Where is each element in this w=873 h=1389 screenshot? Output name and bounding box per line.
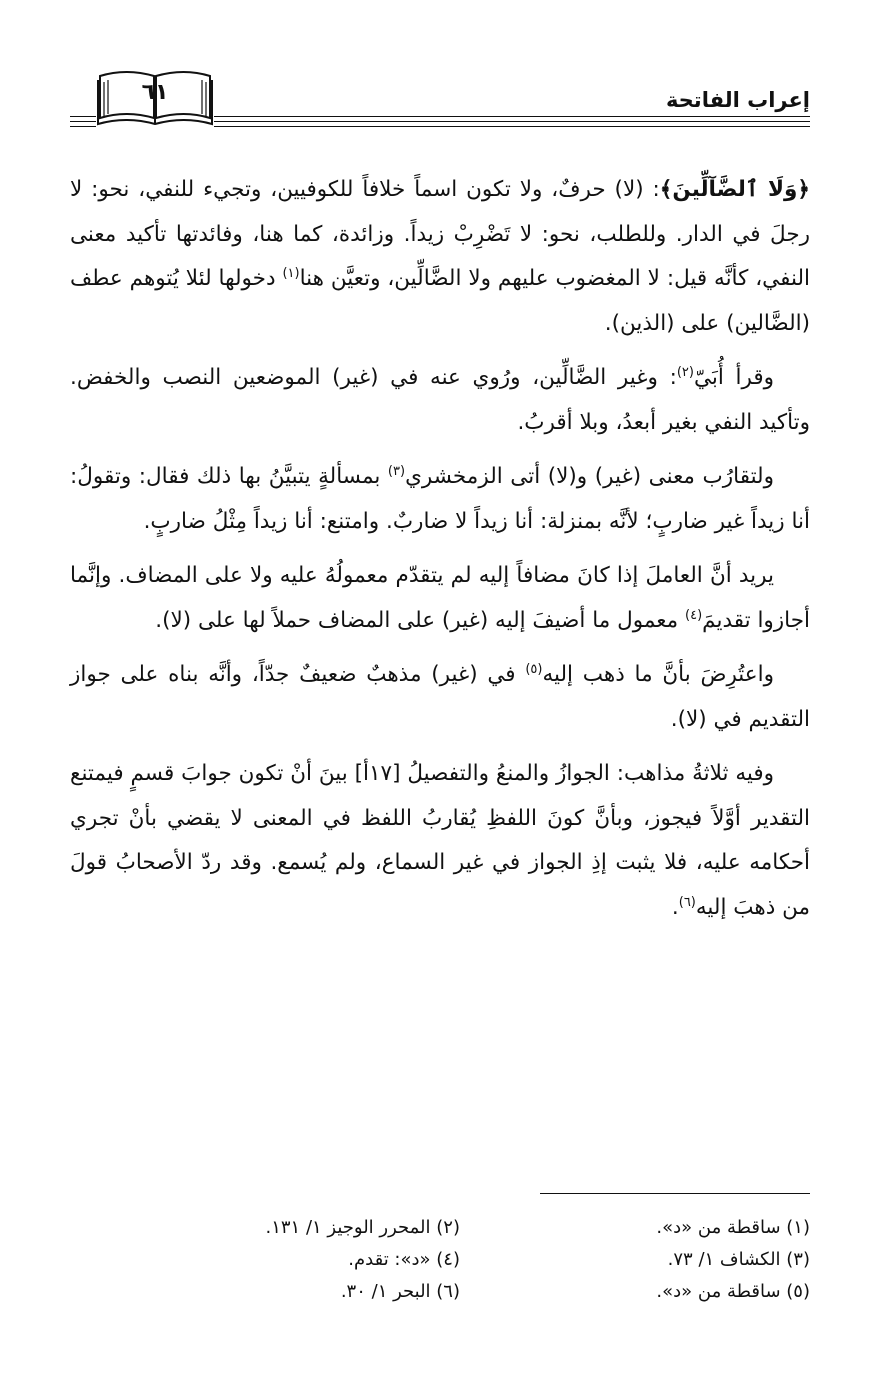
paragraph-text: بمسألةٍ يتبيَّنُ بها ذلك فقال: وتقولُ: أنا زيداً غير ضاربٍ؛ لأنَّه بمنزلة: أنا زيداً لا ضاربٌ. وامتنع: أنا زيداً مِثْلُ ضاربٍ. [70, 464, 810, 534]
paragraph-text: : (لا) حرفٌ، ولا تكون اسماً خلافاً للكوفيين، وتجيء للنفي، نحو: لا رجلَ في الدار. وللطلب، نحو: لا تَضْرِبْ زيداً. وزائدة، كما هنا، وفائدتها تأكيد معنى النفي، كأنَّه قيل: لا المغضوب عليهم ولا الضَّالِّين، وتعيَّن هنا [70, 177, 810, 291]
footnote-ref: (١) [282, 265, 300, 281]
paragraph-text: وفيه ثلاثةُ مذاهب: الجوازُ والمنعُ والتفصيلُ [١٧أ] بينَ أنْ تكون جوابَ قسمٍ فيمتنع التقدير أوَّلاً فيجوز، وبأنَّ كونَ اللفظِ يُقاربُ اللفظ في المعنى لا يقضي بأنْ تجري أحكامه عليه، فلا يثبت إذِ الجواز في غير السماع، ولم يُسمع. وقد ردّ الأصحابُ قولَ من ذهبَ إليه [70, 761, 810, 920]
footnote: (١) ساقطة من «د». [656, 1217, 810, 1238]
paragraph [70, 356, 810, 445]
footnote-ref: (٦) [678, 894, 696, 910]
running-title: إعراب الفاتحة [665, 88, 810, 112]
paragraph [70, 554, 810, 643]
footnote: (٣) الكشاف ١/ ٧٣. [667, 1249, 810, 1270]
paragraph [70, 168, 810, 346]
footnote-ref: (٢) [676, 364, 694, 380]
quran-verse: ﴿وَلَا ٱلضَّآلِّينَ﴾ [659, 177, 810, 202]
paragraph [70, 455, 810, 544]
main-text [70, 168, 810, 940]
page-header [70, 68, 810, 130]
paragraph-text: : وغير الضَّالِّين، ورُوي عنه في (غير) الموضعين النصب والخفض. وتأكيد النفي بغير أبعدُ، وبلا أقربُ. [70, 365, 810, 435]
footnote-column [500, 1212, 810, 1308]
footnote-ref: (٤) [685, 607, 703, 623]
footnote-separator [540, 1193, 810, 1194]
footnote: (٤) «د»: تقدم. [348, 1249, 460, 1270]
paragraph-text: ولتقارُب معنى (غير) و(لا) أتى الزمخشري [405, 464, 774, 489]
paragraph-text: في (غير) مذهبٌ ضعيفٌ جدّاً، وأنَّه بناه على جواز التقديم في (لا). [70, 662, 810, 732]
footnote-ref: (٥) [525, 661, 543, 677]
paragraph [70, 653, 810, 742]
paragraph-text: واعتُرِضَ بأنَّ ما ذهب إليه [542, 662, 774, 687]
paragraph-text: دخولها لئلا يُتوهم عطف (الضَّالين) على (الذين). [70, 266, 810, 336]
page-number: ٦١ [141, 80, 169, 105]
footnote: (٢) المحرر الوجيز ١/ ١٣١. [265, 1217, 460, 1238]
paragraph-text: يريد أنَّ العاملَ إذا كانَ مضافاً إليه لم يتقدّم معمولُهُ عليه ولا على المضاف. وإنَّما أجازوا تقديمَ [70, 563, 810, 633]
footnote: (٦) البحر ١/ ٣٠. [340, 1281, 460, 1302]
paragraph-text: معمول ما أضيفَ إليه (غير) على المضاف حملاً لها على (لا). [155, 607, 686, 633]
paragraph-text: . [671, 894, 679, 920]
paragraph [70, 752, 810, 930]
footnote-column [150, 1212, 460, 1308]
footnote: (٥) ساقطة من «د». [656, 1281, 810, 1302]
footnote-ref: (٣) [387, 463, 406, 479]
paragraph-text: وقرأ أُبَيّ [693, 365, 774, 390]
